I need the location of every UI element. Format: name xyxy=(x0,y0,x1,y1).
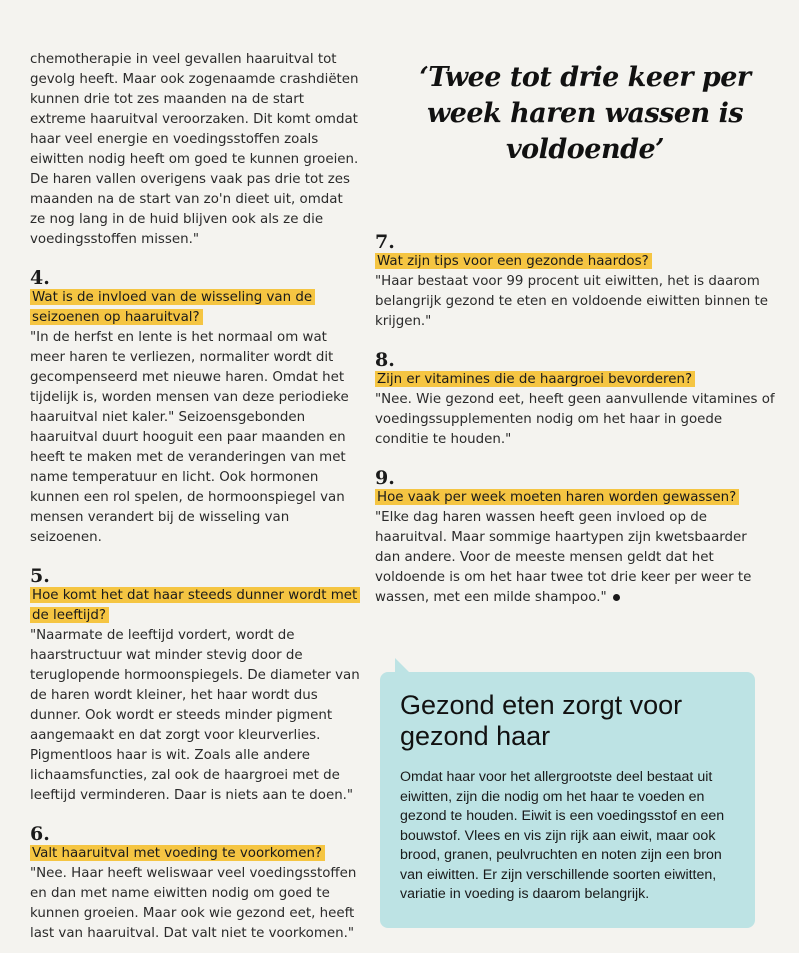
question-heading: Wat zijn tips voor een gezonde haardos? xyxy=(375,252,775,272)
question-number: 4. xyxy=(30,267,50,289)
left-column xyxy=(30,50,360,944)
answer-paragraph: "Haar bestaat voor 99 procent uit eiwitten, het is daarom belangrijk gezond te eten en voldoende eiwitten binnen te krijgen." xyxy=(375,274,769,329)
question-number: 7. xyxy=(375,231,395,253)
answer-paragraph: "In de herfst en lente is het normaal om wat meer haren te verliezen, normaliter wordt dit gecompenseerd met nieuwe haren. Omdat het tijdelijk is, worden mensen van deze periodieke haaruitval niet kaler." Seizoensgebonden haaruitval duurt hooguit een paar maanden en heeft te maken met de veranderingen van met name temperatuur en licht. Ook hormonen kunnen een rol spelen, de hormoonspiegel van mensen verandert bij de wisseling van seizoenen. xyxy=(30,330,349,545)
qa-item-7 xyxy=(375,232,775,332)
info-box-title: Gezond eten zorgt voor gezond haar xyxy=(400,690,683,751)
answer-paragraph: "Naarmate de leeftijd vordert, wordt de haarstructuur wat minder stevig door de teruglopende hormoonspiegels. De diameter van de haren wordt kleiner, het haar wordt dus dunner. Ook wordt er steeds minder pigment aangemaakt en dat zorgt voor kleurverlies. Pigmentloos haar is wit. Zoals alle andere lichaamsfuncties, zal ook de haargroei met de leeftijd verminderen. Daar is niets aan te doen." xyxy=(30,628,360,803)
question-number: 5. xyxy=(30,565,50,587)
answer-paragraph: "Nee. Wie gezond eet, heeft geen aanvullende vitamines of voedingssupplementen nodig om het haar in goede conditie te houden." xyxy=(375,392,775,447)
end-mark-icon xyxy=(613,594,620,601)
qa-item-9 xyxy=(375,468,775,608)
question-heading: Hoe komt het dat haar steeds dunner wordt met de leeftijd? xyxy=(30,586,360,626)
pull-quote: ‘Twee tot drie keer per week haren wassen is voldoende’ xyxy=(419,62,751,165)
question-number: 8. xyxy=(375,349,395,371)
question-heading: Hoe vaak per week moeten haren worden gewassen? xyxy=(375,488,775,508)
qa-item-4 xyxy=(30,268,360,548)
question-heading: Valt haaruitval met voeding te voorkomen? xyxy=(30,844,360,864)
answer-paragraph: "Nee. Haar heeft weliswaar veel voedingsstoffen en dan met name eiwitten nodig om goed te kunnen groeien. Maar ook wie gezond eet, heeft last van haaruitval. Dat valt niet te voorkomen." xyxy=(30,866,357,941)
qa-item-5 xyxy=(30,566,360,806)
question-number: 6. xyxy=(30,823,50,845)
qa-item-6 xyxy=(30,824,360,944)
question-heading: Wat is de invloed van de wisseling van de seizoenen op haaruitval? xyxy=(30,288,360,328)
answer-paragraph: "Elke dag haren wassen heeft geen invloed op de haaruitval. Maar sommige haartypen zijn kwetsbaarder dan andere. Voor de meeste mensen geldt dat het voldoende is om het haar twee tot drie keer per weer te wassen, met een milde shampoo." xyxy=(375,510,752,605)
question-heading: Zijn er vitamines die de haargroei bevorderen? xyxy=(375,370,775,390)
intro-paragraph: chemotherapie in veel gevallen haaruitval tot gevolg heeft. Maar ook zogenaamde crashdiëten kunnen drie tot zes maanden na de start extreme haaruitval veroorzaken. Dit komt omdat haar veel energie en voedingsstoffen zoals eiwitten nodig heeft om goed te kunnen groeien. De haren vallen overigens vaak pas drie tot zes maanden na de start van zo'n dieet uit, omdat ze nog lang in de huid blijven ook als ze die voedingsstoffen missen." xyxy=(30,52,359,247)
info-box-body: Omdat haar voor het allergrootste deel bestaat uit eiwitten, zijn die nodig om het haar te voeden en gezond te houden. Eiwit is een voedingsstof en een bouwstof. Vlees en vis zijn rijk aan eiwit, maar ook brood, granen, peulvruchten en noten zijn een bron van eiwitten. Er zijn verschillende soorten eiwitten, variatie in voeding is daarom belangrijk. xyxy=(400,769,725,902)
qa-item-8 xyxy=(375,350,775,450)
info-box xyxy=(380,672,755,928)
question-number: 9. xyxy=(375,467,395,489)
